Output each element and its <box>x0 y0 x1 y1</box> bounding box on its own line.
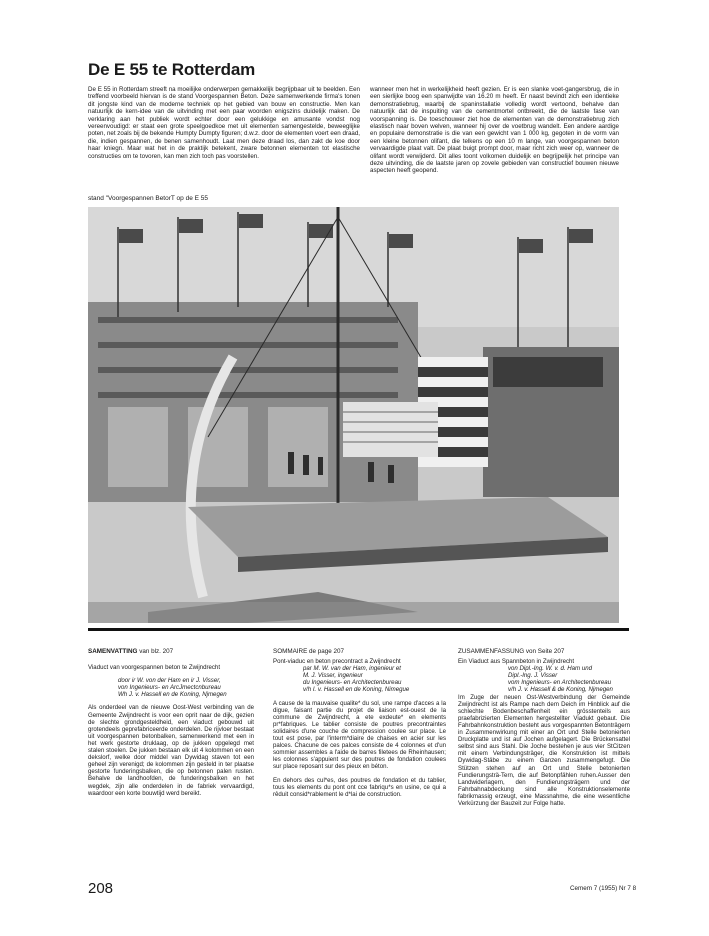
summary-dutch <box>88 648 254 797</box>
summary-german-ref: von Seite 207 <box>525 648 565 655</box>
summary-german-author-2: Dipl.-Ing. J. Visser <box>508 672 558 680</box>
summary-german-author-1: von Dipl.-Ing. W. v. d. Ham und <box>508 665 592 673</box>
summary-french <box>273 648 446 798</box>
summary-dutch-subtitle: Viaduct van voorgespannen beton te Zwijndrecht <box>88 664 221 672</box>
summary-german <box>458 648 630 807</box>
summary-french-author-3: du Ingenieurs- en Architectenbureau <box>303 679 402 687</box>
summary-german-body: Im Zuge der neuen Ost-Westverbindung der Gemeinde Zwijndrecht ist als Rampe nach dem Deich im Hinblick auf die schlechte Bodenbeschaffenheit ein grösstenteils aus praefabrizierten Elementen hergestellter Viadukt gebaut. Die Fahrbahnkonstruktion besteht aus vorgespannten Betonträgern in Zusammenwirkung mit einer an Ort und Stelle betonierten Druckplatte und ist auf Jochen aufgelagert. Die Brückensattel selbst sind aus Stahl. Die Joche bestehen je aus vier StCitzen mit einem Verbindungsträger, die Konstruktion ist mittels Dywidag-Stäbe zu einem Ganzen zusammengefugt. Die Stützen stehen auf an Ort und Stelle betonierten Fundierungsträ-Tern, die auf Betonpfählen ruhen.Ausser den Landwiderlagern, den Fundierungsträgern und der Fahrbahnabdeckung sind alle Konstruktionselemente fabrikmassig erzeugt, eine Massnahme, die eine wesentliche Verkürzung der Bauzeit zur Folge hatte. <box>458 693 630 807</box>
summary-dutch-author-3: Wh J. v. Hassell en de Koning, Njmegen <box>118 691 227 699</box>
intro-right-text: wanneer men het in werkelijkheid heeft gezien. Er is een slanke voet-gangersbrug, die in een sierlijke boog een spanwijdte van 16.20 m heeft. Er naast bevindt zich een identieke demonstratiebrug, waarbij de spaninstallatie volledig wordt vertoond, behalve dan natuurlijk dat de inspuiting van de cementmortel ontbreekt, die de laatste fase van voorspanning is. De toeschouwer ziet hoe de elementen van de demonstratiebrug zich elastisch naar boven welven, wanneer hij over de voetbrug wandelt. Een andere aardige en populaire demonstratie is die van een gewicht van 1 000 kg, gegoten in de vorm van een kleine betonnen olifant, die telkens op een 10 m lange, van voorgespannen beton vervaardigde plaat valt. De plaat buigt prompt door, maar richt zich weer op, wanneer de olifant wordt verwijderd. Dit alles toont volkomen duidelijk en begrijpelijk het principe van deze uitvinding, die de laatste jaren op zovele gebieden van constructief bouwen nieuwe aspecten heeft geopend. <box>370 86 619 175</box>
summary-dutch-author-1: door ir W. von der Ham en ir J. Visser, <box>118 677 221 685</box>
summary-french-author-2: M. J. Visser, ingenieur <box>303 672 363 680</box>
summary-french-ref: de page 207 <box>309 648 345 655</box>
journal-footer: Cemem 7 (1955) Nr 7 8 <box>570 885 637 892</box>
summary-german-label: ZUSAMMENFASSUNG <box>458 648 525 655</box>
summary-french-body-2: En dehors des cul*es, des poutres de fondation et du tablier, tous les elements du pont ont cce fabriqu*s en usine, ce qui a rêduit consid*rablement le d*lai de construction. <box>273 776 446 798</box>
summary-german-author-3: vom Ingenieurs- en Architectenbureau <box>508 679 612 687</box>
exhibition-photo <box>88 207 619 623</box>
summary-dutch-author-2: von Ingenieurs- en ArcJmectcnbureau <box>118 684 221 692</box>
summary-dutch-ref: van blz. 207 <box>139 648 174 655</box>
summary-dutch-heading <box>88 648 254 655</box>
summary-german-author-4: v/h J. v. Hassell & de Koning, Njmegen <box>508 686 613 694</box>
section-divider <box>88 628 629 631</box>
intro-left-text: De E 55 in Rotterdam streeft na moeilijke onderwerpen gemakkelijk begrijpbaar uit te beelden. Een treffend voorbeeld hiervan is de stand Voorgespannen Beton. Deze samenwerkende firma's tonen dit jongste kind van de moderne techniek op het gebied van bouw en constructie. Men kan natuurlijk de kern-idee van de uitvinding met een paar woorden enigszins duidelijk maken. De verklaring aan het publiek wordt echter door een gelukkige en amusante vondst nog vereenvoudigd: er staat een grote speelgoedkoe met uit elementen samengestelde, beweeglijke poten, net zoals bij de bekende Humpty Dumpty figuren; d.w.z. door de elementen voert een draad, die, indien gespannen, de benen samenhoudt. Laat men deze draad los, dan zakt de koe door haar kniegn. Maar wat het in de praktijk betekent, zware betonnen elementen tot elastische constructies om te tovoren, kan men zich toch pas voorstellen. <box>88 86 360 160</box>
exhibition-photo-drawing <box>88 207 619 623</box>
page-number: 208 <box>88 880 114 897</box>
article-title: De E 55 te Rotterdam <box>88 60 255 79</box>
photo-caption: stand "Voorgespannen BetorT op de E 55 <box>88 195 208 202</box>
summary-dutch-label: SAMENVATTING <box>88 648 138 655</box>
summary-french-author-1: par M. W. van der Ham, ingenieur et <box>303 665 401 673</box>
summary-french-label: SOMMAIRE <box>273 648 308 655</box>
summary-german-subtitle: Ein Viaduct aus Spannbeton in Zwijndrecht <box>458 658 575 666</box>
intro-column-right <box>370 86 619 175</box>
summary-french-body: A cause de la mauvaise qualite* du sol, une rampe d'acces a la digue, faisant partie du projet de liaison est-ouest de la commune de Zwijndrecht, a ete exdeute* en elements pr*fabriques. Le tablier consiste de poutres precontraintes solidaires d'une couche de compression coulee sur place. Le tout est pose, par l'interm*diaire de chaises en acier sur les palces. Chacune de ces palces consiste de 4 colonnes et d'un sommier assembles a l'aide de barres filetees de Rheinhausen; les colonnes s'appuient sur des poutres de fondation coulees sur place reposant sur des pieux en béton. <box>273 699 446 771</box>
summary-german-heading <box>458 648 630 655</box>
summary-dutch-body: Als onderdeel van de nieuwe Oost-West verbinding van de Gemeente Zwijndrecht is voor een oprit naar de dijk, gezien de slechte grondgesteldheid, een viaduct gebouwd uit grotendeels geprefabriceerde onderdelen. De rijvloer bestaat uit voorgespannen betonbalken, samenwerkend met een in het werk gestorte druklaag, op de jukken opgelegd met stalen stoelen. De jukken bestaan elk uit 4 kolommen en een dekslorf, welke door middel van Dywidag staven tot een geheel zijn verenigd; de kolommen zijn gesteld in ter plaatse gestorte funderingsbalken, die op betonnen palen rusten. Behalve de landhoofden, de funderingsbalken en het wegdek, zijn alle onderdelen in de fabriek vervaardigd, waardoor een korte bouwtijd werd bereikt. <box>88 704 254 797</box>
summary-french-author-4: v/h I. v. Hassell en de Koning, Nimegue <box>303 686 410 694</box>
intro-column-left <box>88 86 360 160</box>
summary-french-subtitle: Pont-viaduc en beton precontract a Zwijndrecht <box>273 658 401 666</box>
summary-french-heading <box>273 648 446 655</box>
